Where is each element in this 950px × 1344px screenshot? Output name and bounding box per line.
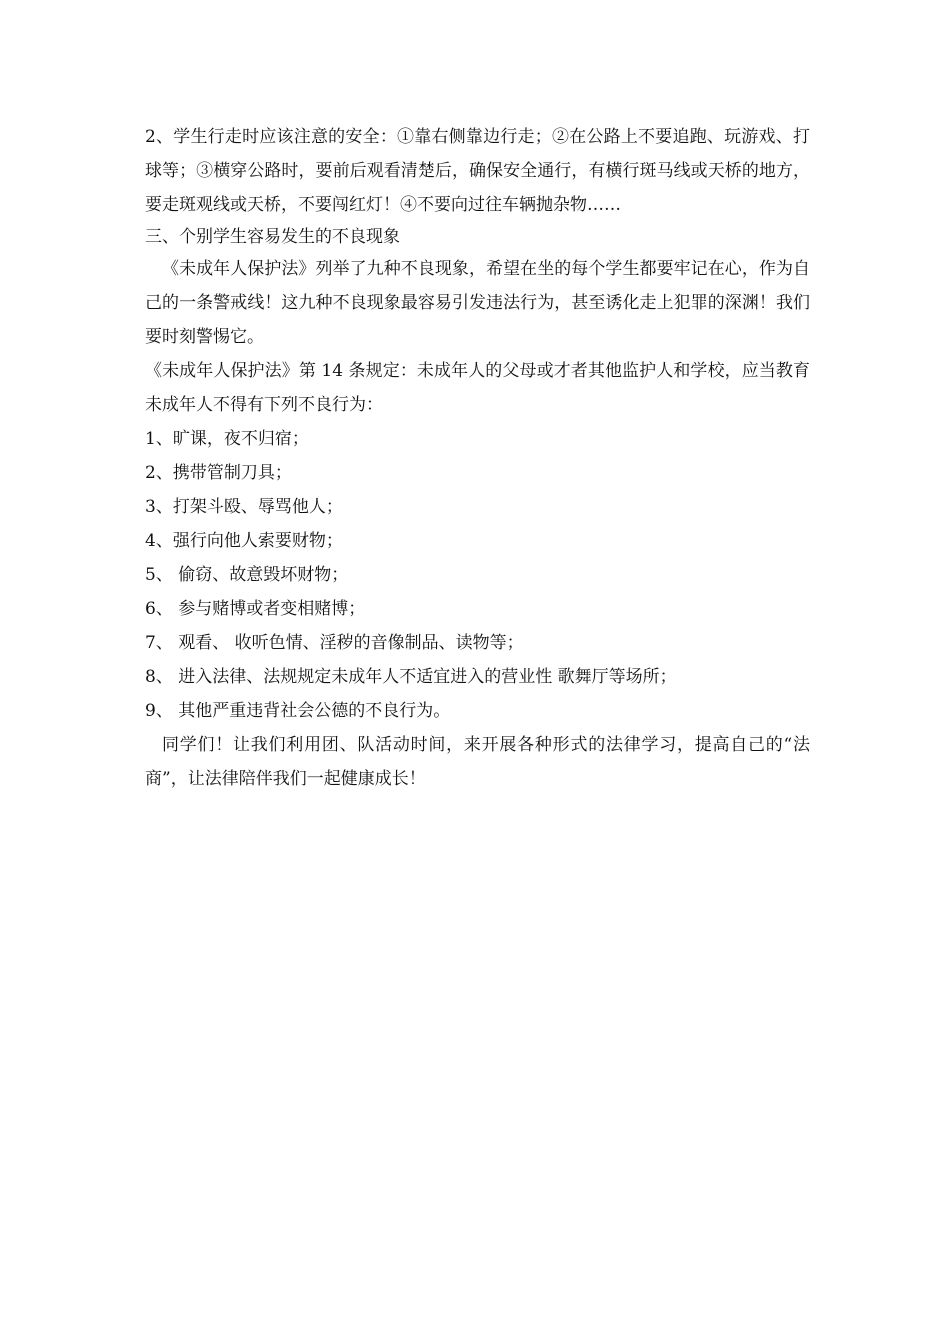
list-item: 1、旷课，夜不归宿； — [145, 429, 309, 449]
bad-behavior-list — [145, 422, 810, 728]
section-three-heading: 三、个别学生容易发生的不良现象 — [145, 227, 400, 247]
paragraph-closing: 同学们！让我们利用团、队活动时间，来开展各种形式的法律学习，提高自己的“法商”，让法律陪伴我们一起健康成长！ — [145, 735, 810, 789]
list-item: 5、 偷窃、故意毁坏财物； — [145, 565, 349, 585]
document-body — [145, 120, 810, 796]
list-item: 7、 观看、 收听色情、淫秽的音像制品、读物等； — [145, 633, 524, 653]
list-item: 4、强行向他人索要财物； — [145, 531, 343, 551]
list-item: 6、 参与赌博或者变相赌博； — [145, 599, 366, 619]
list-item: 2、携带管制刀具； — [145, 463, 292, 483]
paragraph-safety-walk: 2、学生行走时应该注意的安全：①靠右侧靠边行走；②在公路上不要追跑、玩游戏、打球等；③横穿公路时，要前后观看清楚后，确保安全通行，有横行斑马线或天桥的地方，要走斑观线或天桥，不要闯红灯！④不要向过往车辆抛杂物…… — [145, 127, 810, 215]
list-item: 8、 进入法律、法规规定未成年人不适宜进入的营业性 歌舞厅等场所； — [145, 667, 677, 687]
paragraph-article-14: 《未成年人保护法》第 14 条规定：未成年人的父母或才者其他监护人和学校，应当教育未成年人不得有下列不良行为： — [145, 361, 810, 415]
list-item: 9、 其他严重违背社会公德的不良行为。 — [145, 701, 451, 721]
list-item: 3、打架斗殴、辱骂他人； — [145, 497, 343, 517]
paragraph-law-intro: 《未成年人保护法》列举了九种不良现象，希望在坐的每个学生都要牢记在心，作为自己的一条警戒线！这九种不良现象最容易引发违法行为，甚至诱化走上犯罪的深渊！我们要时刻警惕它。 — [145, 259, 810, 347]
